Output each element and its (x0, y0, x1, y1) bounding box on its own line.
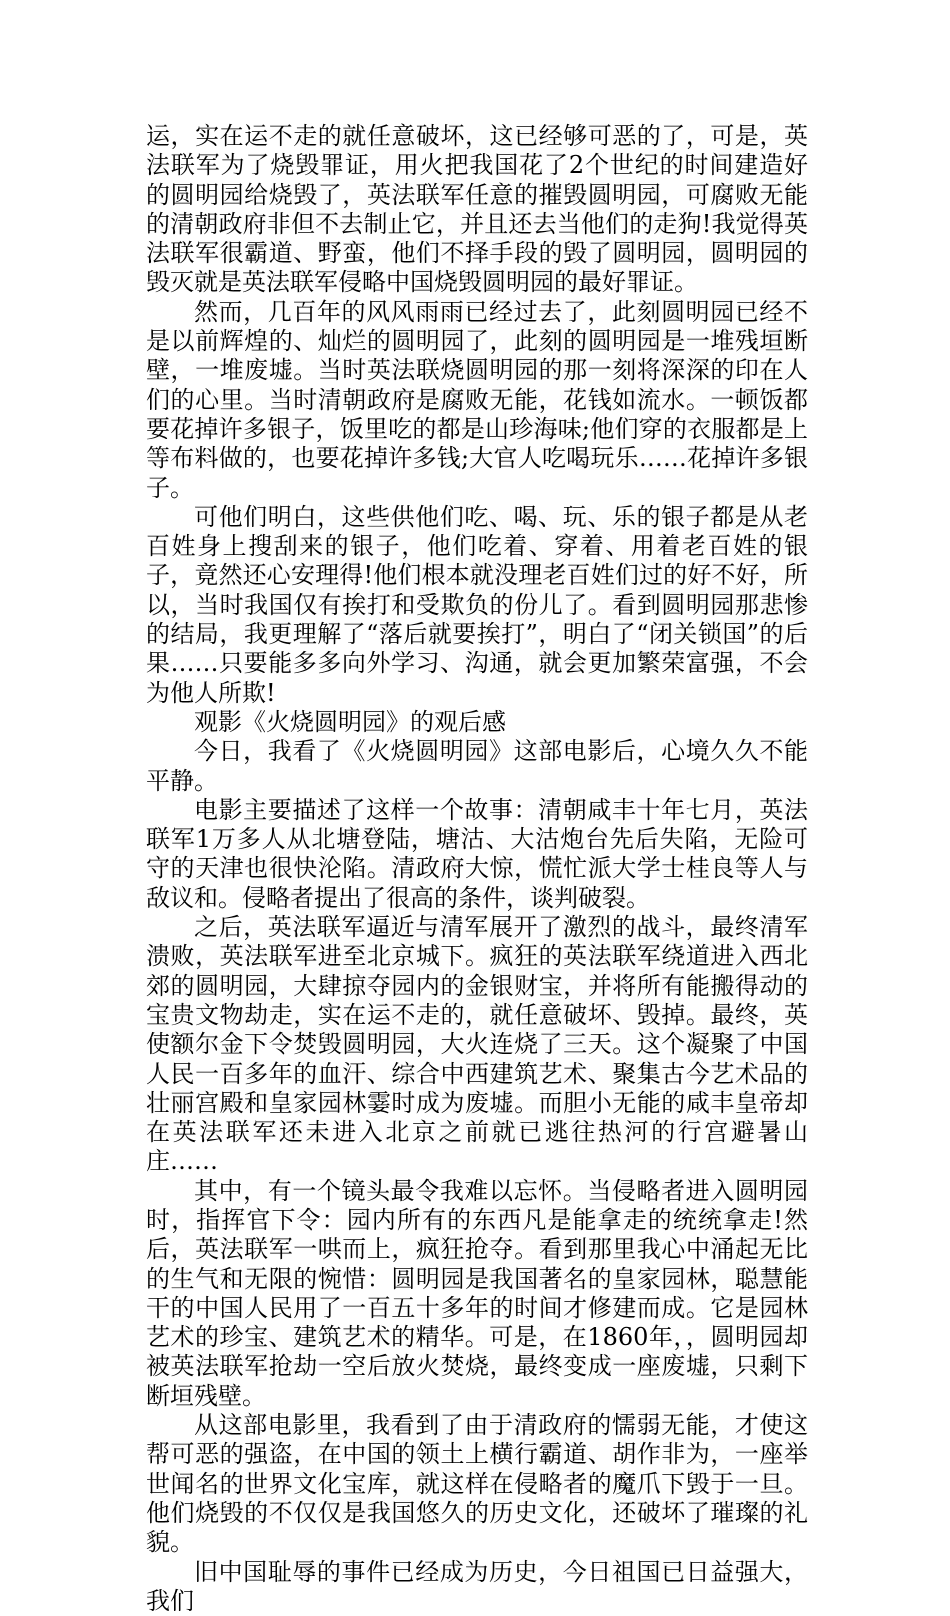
paragraph-6: 电影主要描述了这样一个故事：清朝咸丰十年七月，英法联军1万多人从北塘登陆，塘沽、大沽炮台先后失陷，无险可守的天津也很快沦陷。清政府大惊，慌忙派大学士桂良等人与敌议和。侵略者提出了很高的条件，谈判破裂。 (146, 795, 808, 912)
section-title: 观影《火烧圆明园》的观后感 (194, 707, 506, 736)
paragraph-7: 之后，英法联军逼近与清军展开了激烈的战斗，最终清军溃败，英法联军进至北京城下。疯狂的英法联军绕道进入西北郊的圆明园，大肆掠夺园内的金银财宝，并将所有能搬得动的宝贵文物劫走，实在运不走的，就任意破坏、毁掉。最终，英使额尔金下令焚毁圆明园，大火连烧了三天。这个凝聚了中国人民一百多年的血汗、综合中西建筑艺术、聚集古今艺术品的壮丽宫殿和皇家园林霎时成为废墟。而胆小无能的咸丰皇帝却在英法联军还未进入北京之前就已逃往热河的行宫避暑山庄…… (146, 913, 808, 1176)
paragraph-3: 可他们明白，这些供他们吃、喝、玩、乐的银子都是从老百姓身上搜刮来的银子，他们吃着、穿着、用着老百姓的银子，竟然还心安理得!他们根本就没理老百姓们过的好不好，所以，当时我国仅有挨打和受欺负的份儿了。看到圆明园那悲惨的结局，我更理解了“落后就要挨打”，明白了“闭关锁国”的后果……只要能多多向外学习、沟通，就会更加繁荣富强，不会为他人所欺! (146, 502, 808, 707)
paragraph-1: 运，实在运不走的就任意破坏，这已经够可恶的了，可是，英法联军为了烧毁罪证，用火把我国花了2个世纪的时间建造好的圆明园给烧毁了，英法联军任意的摧毁圆明园，可腐败无能的清朝政府非但不去制止它，并且还去当他们的走狗!我觉得英法联军很霸道、野蛮，他们不择手段的毁了圆明园，圆明园的毁灭就是英法联军侵略中国烧毁圆明园的最好罪证。 (146, 122, 808, 297)
paragraph-2: 然而，几百年的风风雨雨已经过去了，此刻圆明园已经不是以前辉煌的、灿烂的圆明园了，此刻的圆明园是一堆残垣断壁，一堆废墟。当时英法联烧圆明园的那一刻将深深的印在人们的心里。当时清朝政府是腐败无能，花钱如流水。一顿饭都要花掉许多银子，饭里吃的都是山珍海味;他们穿的衣服都是上等布料做的，也要花掉许多钱;大官人吃喝玩乐……花掉许多银子。 (146, 297, 808, 502)
document-body (146, 122, 808, 1616)
paragraph-8: 其中，有一个镜头最令我难以忘怀。当侵略者进入圆明园时，指挥官下令：园内所有的东西凡是能拿走的统统拿走!然后，英法联军一哄而上，疯狂抢夺。看到那里我心中涌起无比的生气和无限的惋惜：圆明园是我国著名的皇家园林，聪慧能干的中国人民用了一百五十多年的时间才修建而成。它是园林艺术的珍宝、建筑艺术的精华。可是，在1860年，，圆明园却被英法联军抢劫一空后放火焚烧，最终变成一座废墟，只剩下断垣残壁。 (146, 1176, 808, 1410)
paragraph-9: 从这部电影里，我看到了由于清政府的懦弱无能，才使这帮可恶的强盗，在中国的领土上横行霸道、胡作非为，一座举世闻名的世界文化宝库，就这样在侵略者的魔爪下毁于一旦。他们烧毁的不仅仅是我国悠久的历史文化，还破坏了璀璨的礼貌。 (146, 1411, 808, 1557)
paragraph-5: 今日，我看了《火烧圆明园》这部电影后，心境久久不能平静。 (146, 737, 808, 795)
paragraph-10: 旧中国耻辱的事件已经成为历史，今日祖国已日益强大，我们 (146, 1557, 808, 1615)
